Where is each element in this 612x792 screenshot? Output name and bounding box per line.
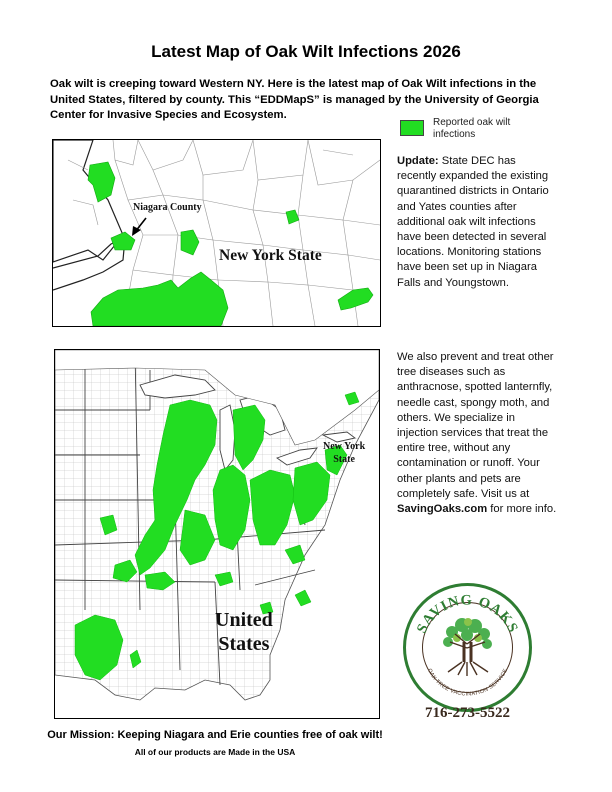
us-ny-label [323,440,365,466]
ny-state-label: New York State [219,247,322,264]
us-country-label-line1: United [215,609,273,631]
logo-graphic [400,580,535,715]
made-in-usa-note: All of our products are Made in the USA [134,747,296,757]
us-ny-label-line1: New York [323,441,366,452]
intro-paragraph: Oak wilt is creeping toward Western NY. Here is the latest map of Oak Wilt infections in the United States, filtered by county. This “EDDMapS” is managed by the University of Georgia Center for Invasive Species and Ecosystem. [50,78,539,121]
services-body: We also prevent and treat other tree diseases such as anthracnose, spotted lanternfly, needle cast, spongy moth, and others. We specialize in injection services that treat the entire tree, without any contamination or runoff. Your other plants and pets are completely safe. Visit us at [397,351,554,500]
map-legend [400,117,550,147]
ny-map-graphic [53,140,380,326]
mission-statement: Our Mission: Keeping Niagara and Erie counties free of oak wilt! [47,729,383,741]
us-ny-label-line2: State [333,454,355,465]
ny-state-map [52,139,381,327]
services-tail: for more info. [490,503,557,516]
legend-label: Reported oak wilt infections [433,117,511,140]
website-link[interactable]: SavingOaks.com [397,503,488,516]
update-lead: Update: [397,155,439,167]
us-country-label [215,608,273,656]
saving-oaks-logo [400,580,535,715]
legend-swatch [400,120,424,136]
phone-number[interactable]: 716-273-5522 [425,705,510,721]
us-map-graphic [55,350,379,718]
services-paragraph [397,350,557,517]
us-country-label-line2: States [218,633,270,655]
niagara-county-label: Niagara County [133,202,202,213]
update-paragraph [397,154,557,291]
page-title: Latest Map of Oak Wilt Infections 2026 [151,42,461,61]
update-body: State DEC has recently expanded the existing quarantined districts in Ontario and Yates counties after additional oak wilt infections have been detected in several locations. Monitoring stations have been set up in Niagara Falls and Youngstown. [397,155,549,289]
us-map [54,349,380,719]
logo-title: SAVING OAKS [413,592,522,636]
logo-tagline: OAK TREE VACCINATION SERVICE [425,667,510,698]
